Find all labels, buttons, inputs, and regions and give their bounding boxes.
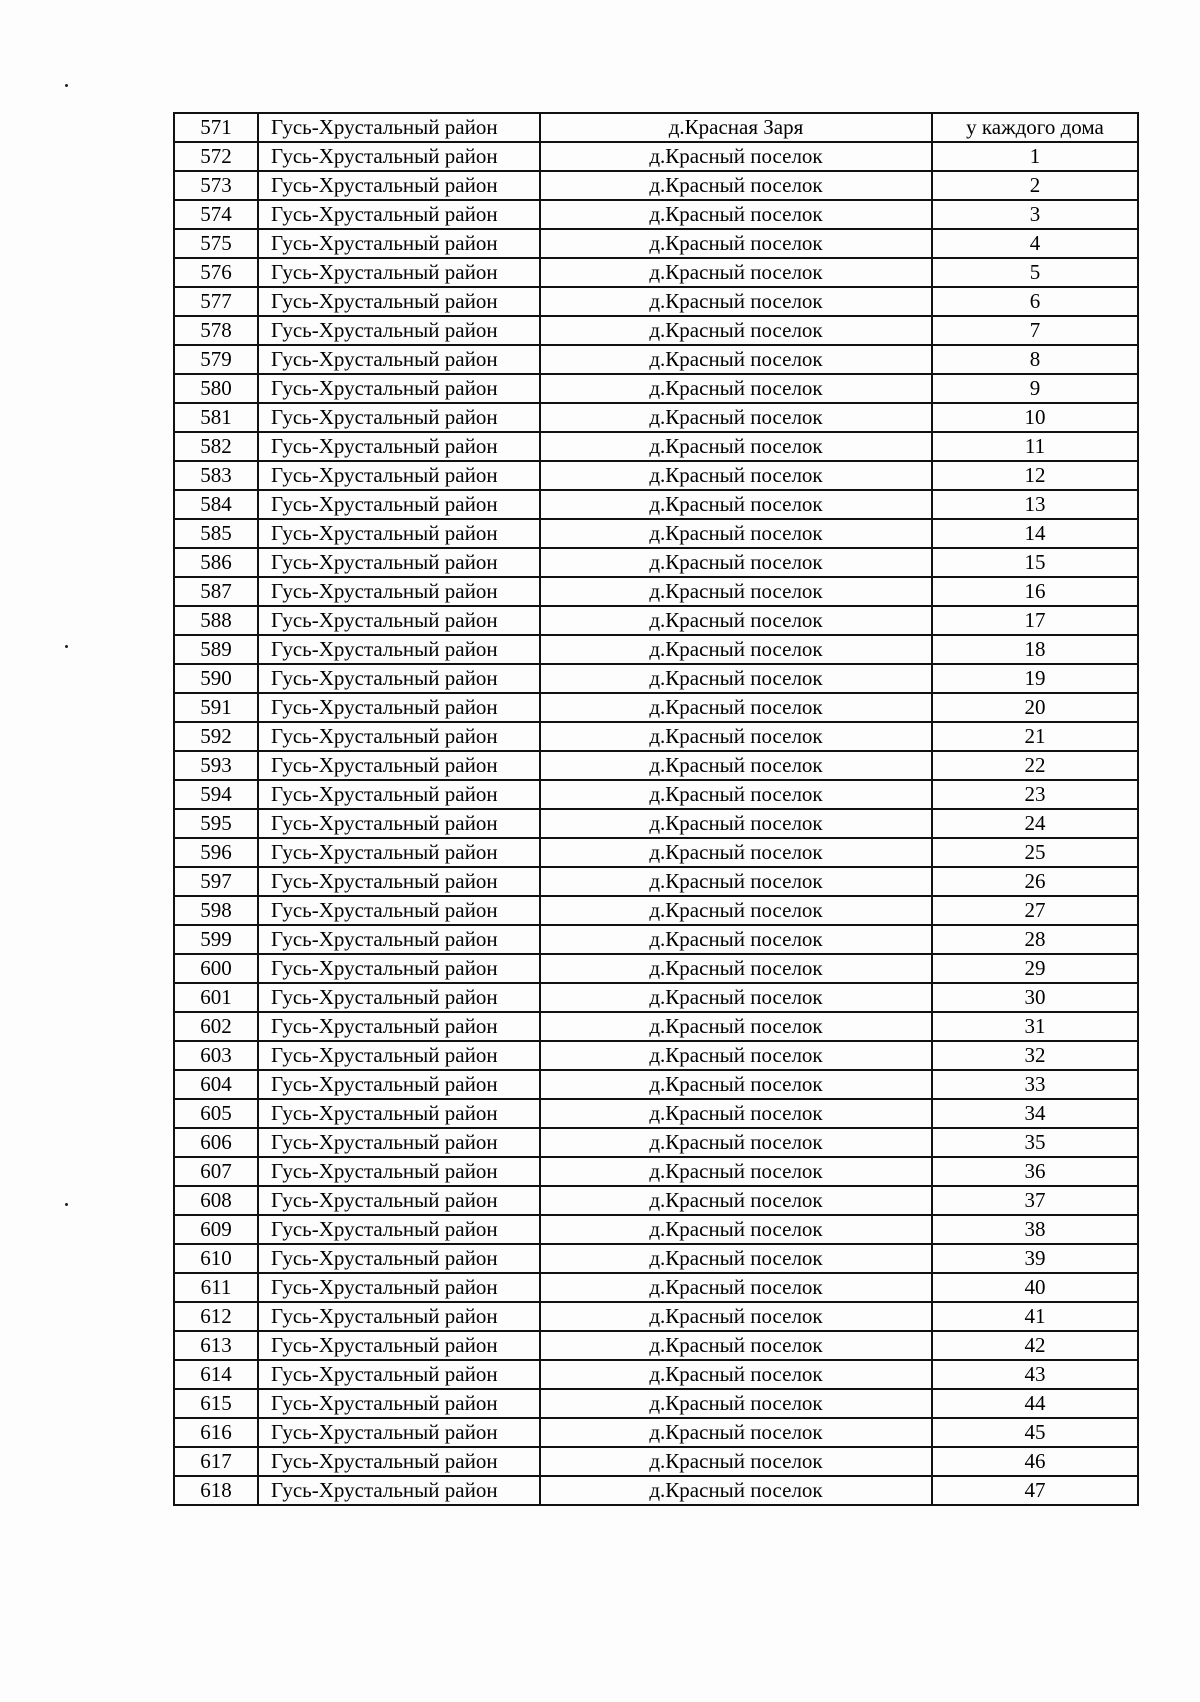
district-cell: Гусь-Хрустальный район bbox=[258, 1041, 540, 1070]
row-number-cell: 582 bbox=[174, 432, 258, 461]
settlement-cell: д.Красный поселок bbox=[540, 1447, 932, 1476]
location-cell: 9 bbox=[932, 374, 1138, 403]
settlement-cell: д.Красный поселок bbox=[540, 606, 932, 635]
settlement-cell: д.Красный поселок bbox=[540, 1186, 932, 1215]
table-row bbox=[174, 1447, 1138, 1476]
district-cell: Гусь-Хрустальный район bbox=[258, 983, 540, 1012]
location-cell: 41 bbox=[932, 1302, 1138, 1331]
district-cell: Гусь-Хрустальный район bbox=[258, 1302, 540, 1331]
table-row bbox=[174, 1157, 1138, 1186]
settlement-cell: д.Красный поселок bbox=[540, 1215, 932, 1244]
table-row bbox=[174, 142, 1138, 171]
settlement-cell: д.Красный поселок bbox=[540, 954, 932, 983]
row-number-cell: 611 bbox=[174, 1273, 258, 1302]
row-number-cell: 591 bbox=[174, 693, 258, 722]
settlement-cell: д.Красный поселок bbox=[540, 1099, 932, 1128]
location-cell: 8 bbox=[932, 345, 1138, 374]
settlement-cell: д.Красный поселок bbox=[540, 519, 932, 548]
row-number-cell: 599 bbox=[174, 925, 258, 954]
table-row bbox=[174, 548, 1138, 577]
location-cell: 23 bbox=[932, 780, 1138, 809]
row-number-cell: 572 bbox=[174, 142, 258, 171]
row-number-cell: 601 bbox=[174, 983, 258, 1012]
location-cell: 5 bbox=[932, 258, 1138, 287]
district-cell: Гусь-Хрустальный район bbox=[258, 1012, 540, 1041]
location-cell: 3 bbox=[932, 200, 1138, 229]
table-row bbox=[174, 1360, 1138, 1389]
district-cell: Гусь-Хрустальный район bbox=[258, 1128, 540, 1157]
row-number-cell: 571 bbox=[174, 113, 258, 142]
table-row bbox=[174, 200, 1138, 229]
table-row bbox=[174, 229, 1138, 258]
district-cell: Гусь-Хрустальный район bbox=[258, 229, 540, 258]
row-number-cell: 616 bbox=[174, 1418, 258, 1447]
table-row bbox=[174, 171, 1138, 200]
row-number-cell: 581 bbox=[174, 403, 258, 432]
row-number-cell: 618 bbox=[174, 1476, 258, 1505]
settlement-cell: д.Красный поселок bbox=[540, 1418, 932, 1447]
settlement-cell: д.Красный поселок bbox=[540, 693, 932, 722]
row-number-cell: 610 bbox=[174, 1244, 258, 1273]
settlement-cell: д.Красный поселок bbox=[540, 316, 932, 345]
district-cell: Гусь-Хрустальный район bbox=[258, 142, 540, 171]
row-number-cell: 607 bbox=[174, 1157, 258, 1186]
location-cell: 16 bbox=[932, 577, 1138, 606]
location-cell: 21 bbox=[932, 722, 1138, 751]
location-cell: 6 bbox=[932, 287, 1138, 316]
scan-speck bbox=[65, 84, 68, 87]
district-cell: Гусь-Хрустальный район bbox=[258, 432, 540, 461]
row-number-cell: 590 bbox=[174, 664, 258, 693]
settlement-cell: д.Красный поселок bbox=[540, 1041, 932, 1070]
district-cell: Гусь-Хрустальный район bbox=[258, 693, 540, 722]
scan-speck bbox=[65, 645, 68, 648]
location-cell: 25 bbox=[932, 838, 1138, 867]
district-cell: Гусь-Хрустальный район bbox=[258, 722, 540, 751]
table-body bbox=[174, 113, 1138, 1505]
table-row bbox=[174, 867, 1138, 896]
location-cell: 28 bbox=[932, 925, 1138, 954]
row-number-cell: 574 bbox=[174, 200, 258, 229]
row-number-cell: 577 bbox=[174, 287, 258, 316]
district-cell: Гусь-Хрустальный район bbox=[258, 751, 540, 780]
settlement-cell: д.Красный поселок bbox=[540, 287, 932, 316]
row-number-cell: 613 bbox=[174, 1331, 258, 1360]
district-cell: Гусь-Хрустальный район bbox=[258, 1157, 540, 1186]
location-cell: 4 bbox=[932, 229, 1138, 258]
settlement-cell: д.Красный поселок bbox=[540, 1302, 932, 1331]
table-row bbox=[174, 664, 1138, 693]
table-row bbox=[174, 1012, 1138, 1041]
row-number-cell: 612 bbox=[174, 1302, 258, 1331]
district-cell: Гусь-Хрустальный район bbox=[258, 171, 540, 200]
district-cell: Гусь-Хрустальный район bbox=[258, 606, 540, 635]
location-cell: 37 bbox=[932, 1186, 1138, 1215]
row-number-cell: 606 bbox=[174, 1128, 258, 1157]
location-cell: 32 bbox=[932, 1041, 1138, 1070]
location-cell: 12 bbox=[932, 461, 1138, 490]
data-table bbox=[173, 112, 1139, 1506]
settlement-cell: д.Красный поселок bbox=[540, 664, 932, 693]
settlement-cell: д.Красный поселок bbox=[540, 983, 932, 1012]
district-cell: Гусь-Хрустальный район bbox=[258, 838, 540, 867]
district-cell: Гусь-Хрустальный район bbox=[258, 200, 540, 229]
row-number-cell: 617 bbox=[174, 1447, 258, 1476]
row-number-cell: 575 bbox=[174, 229, 258, 258]
table-row bbox=[174, 809, 1138, 838]
table-row bbox=[174, 606, 1138, 635]
location-cell: у каждого дома bbox=[932, 113, 1138, 142]
row-number-cell: 593 bbox=[174, 751, 258, 780]
settlement-cell: д.Красный поселок bbox=[540, 374, 932, 403]
settlement-cell: д.Красный поселок bbox=[540, 229, 932, 258]
location-cell: 26 bbox=[932, 867, 1138, 896]
settlement-cell: д.Красный поселок bbox=[540, 258, 932, 287]
table-row bbox=[174, 1070, 1138, 1099]
settlement-cell: д.Красный поселок bbox=[540, 635, 932, 664]
settlement-cell: д.Красный поселок bbox=[540, 780, 932, 809]
row-number-cell: 605 bbox=[174, 1099, 258, 1128]
table-row bbox=[174, 1389, 1138, 1418]
settlement-cell: д.Красная Заря bbox=[540, 113, 932, 142]
district-cell: Гусь-Хрустальный район bbox=[258, 519, 540, 548]
table-row bbox=[174, 1128, 1138, 1157]
settlement-cell: д.Красный поселок bbox=[540, 548, 932, 577]
table-row bbox=[174, 287, 1138, 316]
location-cell: 13 bbox=[932, 490, 1138, 519]
settlement-cell: д.Красный поселок bbox=[540, 838, 932, 867]
settlement-cell: д.Красный поселок bbox=[540, 925, 932, 954]
location-cell: 15 bbox=[932, 548, 1138, 577]
row-number-cell: 586 bbox=[174, 548, 258, 577]
settlement-cell: д.Красный поселок bbox=[540, 1331, 932, 1360]
settlement-cell: д.Красный поселок bbox=[540, 345, 932, 374]
location-cell: 17 bbox=[932, 606, 1138, 635]
location-cell: 20 bbox=[932, 693, 1138, 722]
district-cell: Гусь-Хрустальный район bbox=[258, 577, 540, 606]
district-cell: Гусь-Хрустальный район bbox=[258, 809, 540, 838]
location-cell: 42 bbox=[932, 1331, 1138, 1360]
district-cell: Гусь-Хрустальный район bbox=[258, 461, 540, 490]
location-cell: 38 bbox=[932, 1215, 1138, 1244]
district-cell: Гусь-Хрустальный район bbox=[258, 780, 540, 809]
settlement-cell: д.Красный поселок bbox=[540, 1389, 932, 1418]
district-cell: Гусь-Хрустальный район bbox=[258, 925, 540, 954]
district-cell: Гусь-Хрустальный район bbox=[258, 258, 540, 287]
row-number-cell: 578 bbox=[174, 316, 258, 345]
district-cell: Гусь-Хрустальный район bbox=[258, 1360, 540, 1389]
district-cell: Гусь-Хрустальный район bbox=[258, 374, 540, 403]
table-row bbox=[174, 374, 1138, 403]
row-number-cell: 584 bbox=[174, 490, 258, 519]
row-number-cell: 604 bbox=[174, 1070, 258, 1099]
district-cell: Гусь-Хрустальный район bbox=[258, 1476, 540, 1505]
settlement-cell: д.Красный поселок bbox=[540, 1244, 932, 1273]
settlement-cell: д.Красный поселок bbox=[540, 867, 932, 896]
location-cell: 46 bbox=[932, 1447, 1138, 1476]
row-number-cell: 588 bbox=[174, 606, 258, 635]
location-cell: 1 bbox=[932, 142, 1138, 171]
table-row bbox=[174, 577, 1138, 606]
settlement-cell: д.Красный поселок bbox=[540, 896, 932, 925]
settlement-cell: д.Красный поселок bbox=[540, 1273, 932, 1302]
location-cell: 22 bbox=[932, 751, 1138, 780]
row-number-cell: 585 bbox=[174, 519, 258, 548]
row-number-cell: 609 bbox=[174, 1215, 258, 1244]
district-cell: Гусь-Хрустальный район bbox=[258, 113, 540, 142]
row-number-cell: 583 bbox=[174, 461, 258, 490]
location-cell: 27 bbox=[932, 896, 1138, 925]
table-row bbox=[174, 780, 1138, 809]
settlement-cell: д.Красный поселок bbox=[540, 1128, 932, 1157]
table-row bbox=[174, 838, 1138, 867]
location-cell: 7 bbox=[932, 316, 1138, 345]
row-number-cell: 589 bbox=[174, 635, 258, 664]
table-row bbox=[174, 490, 1138, 519]
settlement-cell: д.Красный поселок bbox=[540, 490, 932, 519]
location-cell: 14 bbox=[932, 519, 1138, 548]
location-cell: 40 bbox=[932, 1273, 1138, 1302]
row-number-cell: 598 bbox=[174, 896, 258, 925]
district-cell: Гусь-Хрустальный район bbox=[258, 954, 540, 983]
table-row bbox=[174, 1041, 1138, 1070]
settlement-cell: д.Красный поселок bbox=[540, 577, 932, 606]
table-row bbox=[174, 1099, 1138, 1128]
table-row bbox=[174, 693, 1138, 722]
row-number-cell: 579 bbox=[174, 345, 258, 374]
table-row bbox=[174, 1273, 1138, 1302]
district-cell: Гусь-Хрустальный район bbox=[258, 1186, 540, 1215]
table-row bbox=[174, 461, 1138, 490]
location-cell: 33 bbox=[932, 1070, 1138, 1099]
table-row bbox=[174, 635, 1138, 664]
district-cell: Гусь-Хрустальный район bbox=[258, 1244, 540, 1273]
table-row bbox=[174, 1476, 1138, 1505]
district-cell: Гусь-Хрустальный район bbox=[258, 1331, 540, 1360]
district-cell: Гусь-Хрустальный район bbox=[258, 403, 540, 432]
location-cell: 2 bbox=[932, 171, 1138, 200]
table-row bbox=[174, 1244, 1138, 1273]
table-row bbox=[174, 258, 1138, 287]
row-number-cell: 596 bbox=[174, 838, 258, 867]
district-cell: Гусь-Хрустальный район bbox=[258, 345, 540, 374]
table-row bbox=[174, 1215, 1138, 1244]
location-cell: 34 bbox=[932, 1099, 1138, 1128]
table-row bbox=[174, 345, 1138, 374]
settlement-cell: д.Красный поселок bbox=[540, 432, 932, 461]
location-cell: 39 bbox=[932, 1244, 1138, 1273]
row-number-cell: 603 bbox=[174, 1041, 258, 1070]
table-row bbox=[174, 519, 1138, 548]
row-number-cell: 573 bbox=[174, 171, 258, 200]
location-cell: 30 bbox=[932, 983, 1138, 1012]
table-row bbox=[174, 432, 1138, 461]
district-cell: Гусь-Хрустальный район bbox=[258, 1099, 540, 1128]
row-number-cell: 608 bbox=[174, 1186, 258, 1215]
row-number-cell: 595 bbox=[174, 809, 258, 838]
settlement-cell: д.Красный поселок bbox=[540, 1157, 932, 1186]
row-number-cell: 592 bbox=[174, 722, 258, 751]
district-cell: Гусь-Хрустальный район bbox=[258, 635, 540, 664]
location-cell: 11 bbox=[932, 432, 1138, 461]
table-row bbox=[174, 1186, 1138, 1215]
row-number-cell: 576 bbox=[174, 258, 258, 287]
location-cell: 47 bbox=[932, 1476, 1138, 1505]
table-row bbox=[174, 722, 1138, 751]
table-row bbox=[174, 925, 1138, 954]
table-row bbox=[174, 316, 1138, 345]
table-row bbox=[174, 983, 1138, 1012]
location-cell: 35 bbox=[932, 1128, 1138, 1157]
row-number-cell: 602 bbox=[174, 1012, 258, 1041]
table-row bbox=[174, 896, 1138, 925]
row-number-cell: 615 bbox=[174, 1389, 258, 1418]
table-row bbox=[174, 751, 1138, 780]
table-row bbox=[174, 954, 1138, 983]
settlement-cell: д.Красный поселок bbox=[540, 809, 932, 838]
settlement-cell: д.Красный поселок bbox=[540, 1476, 932, 1505]
settlement-cell: д.Красный поселок bbox=[540, 142, 932, 171]
table-row bbox=[174, 1331, 1138, 1360]
settlement-cell: д.Красный поселок bbox=[540, 461, 932, 490]
location-cell: 36 bbox=[932, 1157, 1138, 1186]
row-number-cell: 614 bbox=[174, 1360, 258, 1389]
district-cell: Гусь-Хрустальный район bbox=[258, 287, 540, 316]
location-cell: 29 bbox=[932, 954, 1138, 983]
settlement-cell: д.Красный поселок bbox=[540, 1070, 932, 1099]
settlement-cell: д.Красный поселок bbox=[540, 200, 932, 229]
row-number-cell: 587 bbox=[174, 577, 258, 606]
scan-speck bbox=[65, 1203, 68, 1206]
district-cell: Гусь-Хрустальный район bbox=[258, 490, 540, 519]
location-cell: 45 bbox=[932, 1418, 1138, 1447]
district-cell: Гусь-Хрустальный район bbox=[258, 1447, 540, 1476]
district-cell: Гусь-Хрустальный район bbox=[258, 1070, 540, 1099]
row-number-cell: 600 bbox=[174, 954, 258, 983]
settlement-cell: д.Красный поселок bbox=[540, 1360, 932, 1389]
location-cell: 44 bbox=[932, 1389, 1138, 1418]
settlement-cell: д.Красный поселок bbox=[540, 722, 932, 751]
district-cell: Гусь-Хрустальный район bbox=[258, 1418, 540, 1447]
row-number-cell: 580 bbox=[174, 374, 258, 403]
location-cell: 43 bbox=[932, 1360, 1138, 1389]
location-cell: 19 bbox=[932, 664, 1138, 693]
row-number-cell: 597 bbox=[174, 867, 258, 896]
district-cell: Гусь-Хрустальный район bbox=[258, 1389, 540, 1418]
table-row bbox=[174, 113, 1138, 142]
settlement-cell: д.Красный поселок bbox=[540, 1012, 932, 1041]
district-cell: Гусь-Хрустальный район bbox=[258, 1215, 540, 1244]
location-cell: 18 bbox=[932, 635, 1138, 664]
settlement-cell: д.Красный поселок bbox=[540, 403, 932, 432]
district-cell: Гусь-Хрустальный район bbox=[258, 896, 540, 925]
district-cell: Гусь-Хрустальный район bbox=[258, 1273, 540, 1302]
table-row bbox=[174, 1302, 1138, 1331]
district-cell: Гусь-Хрустальный район bbox=[258, 316, 540, 345]
district-cell: Гусь-Хрустальный район bbox=[258, 867, 540, 896]
location-cell: 31 bbox=[932, 1012, 1138, 1041]
district-cell: Гусь-Хрустальный район bbox=[258, 548, 540, 577]
table-row bbox=[174, 403, 1138, 432]
district-cell: Гусь-Хрустальный район bbox=[258, 664, 540, 693]
settlement-cell: д.Красный поселок bbox=[540, 171, 932, 200]
location-cell: 10 bbox=[932, 403, 1138, 432]
row-number-cell: 594 bbox=[174, 780, 258, 809]
table-row bbox=[174, 1418, 1138, 1447]
location-cell: 24 bbox=[932, 809, 1138, 838]
settlement-cell: д.Красный поселок bbox=[540, 751, 932, 780]
